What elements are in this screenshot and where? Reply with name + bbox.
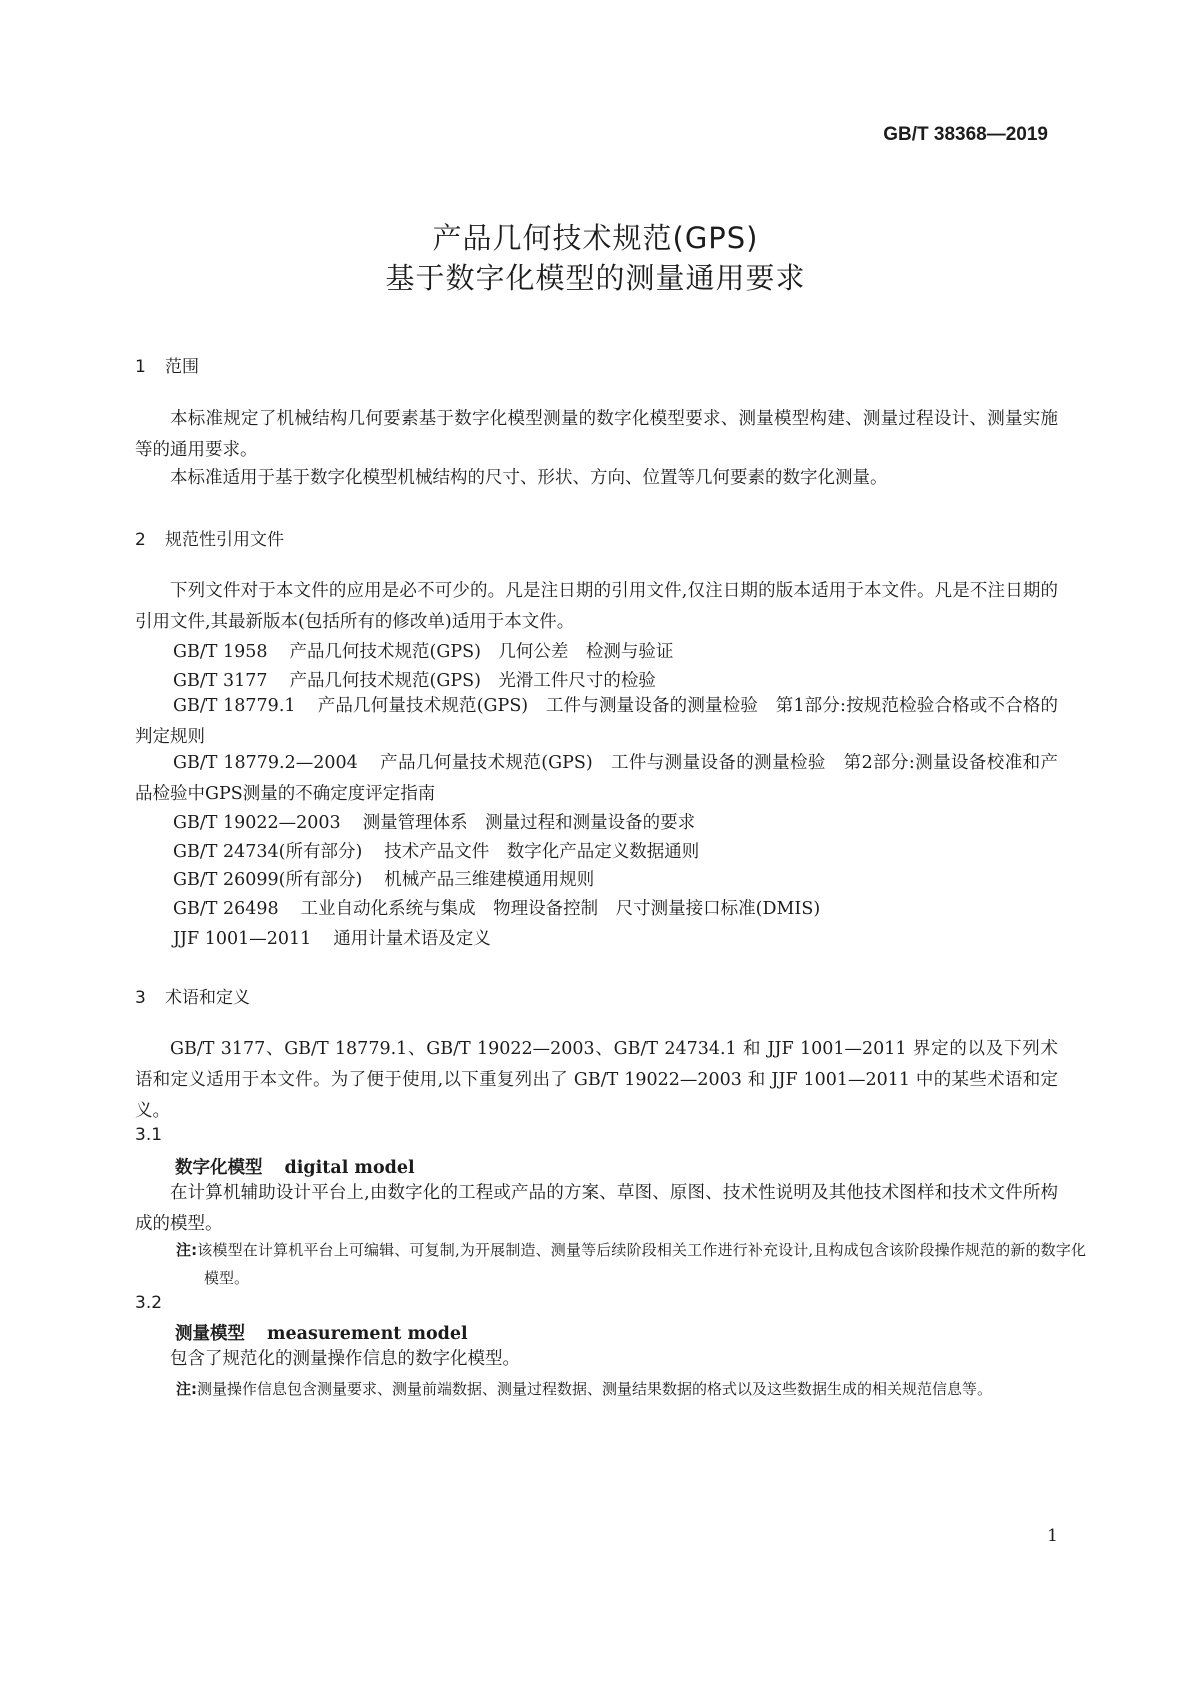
reference-title: 产品几何技术规范(GPS) 几何公差 检测与验证 bbox=[289, 642, 674, 662]
term-entry bbox=[175, 1154, 415, 1179]
note-text: 测量操作信息包含测量要求、测量前端数据、测量过程数据、测量结果数据的格式以及这些数据生成的相关规范信息等。 bbox=[197, 1380, 993, 1398]
term-definition: 包含了规范化的测量操作信息的数字化模型。 bbox=[170, 1349, 520, 1369]
reference-item bbox=[173, 895, 820, 920]
reference-code: GB/T 18779.2—2004 bbox=[173, 753, 358, 773]
section-2-heading bbox=[135, 525, 284, 550]
section-title: 术语和定义 bbox=[165, 988, 250, 1008]
section-number: 2 bbox=[135, 530, 146, 550]
note-label: 注: bbox=[176, 1380, 197, 1398]
reference-code: JJF 1001—2011 bbox=[173, 929, 312, 949]
term-chinese: 测量模型 bbox=[175, 1324, 245, 1344]
title-line-2: 基于数字化模型的测量通用要求 bbox=[385, 261, 806, 295]
term-note bbox=[176, 1375, 1086, 1403]
reference-title: 产品几何量技术规范(GPS) 工件与测量设备的测量检验 第2部分:测量设备校准和产品检验中GPS测量的不确定度评定指南 bbox=[135, 753, 1058, 804]
section-number: 3 bbox=[135, 988, 146, 1008]
scope-paragraph-1: 本标准规定了机械结构几何要素基于数字化模型测量的数字化模型要求、测量模型构建、测量过程设计、测量实施等的通用要求。 bbox=[135, 409, 1058, 460]
reference-code: GB/T 1958 bbox=[173, 642, 268, 662]
standard-code: GB/T 38368—2019 bbox=[883, 124, 1048, 145]
page-number: 1 bbox=[1047, 1526, 1058, 1546]
reference-item bbox=[173, 667, 656, 692]
references-intro: 下列文件对于本文件的应用是必不可少的。凡是注日期的引用文件,仅注日期的版本适用于本文件。凡是不注日期的引用文件,其最新版本(包括所有的修改单)适用于本文件。 bbox=[135, 581, 1058, 632]
section-1-heading bbox=[135, 352, 199, 377]
reference-code: GB/T 24734(所有部分) bbox=[173, 842, 363, 862]
term-english: digital model bbox=[284, 1158, 415, 1178]
reference-title: 通用计量术语及定义 bbox=[333, 929, 491, 949]
term-number: 3.2 bbox=[135, 1293, 163, 1313]
reference-title: 技术产品文件 数字化产品定义数据通则 bbox=[384, 842, 700, 862]
term-definition: 在计算机辅助设计平台上,由数字化的工程或产品的方案、草图、原图、技术性说明及其他技术图样和技术文件所构成的模型。 bbox=[135, 1183, 1058, 1234]
terms-intro: GB/T 3177、GB/T 18779.1、GB/T 19022—2003、GB/T 24734.1 和 JJF 1001—2011 界定的以及下列术语和定义适用于本文件。为了便于使用,以下重复列出了 GB/T 19022—2003 和 JJF 1001—2011 中的某些术语和定义。 bbox=[135, 1039, 1058, 1121]
reference-item bbox=[173, 866, 594, 891]
reference-item bbox=[173, 638, 673, 663]
title-line-1: 产品几何技术规范(GPS) bbox=[432, 221, 759, 255]
section-number: 1 bbox=[135, 357, 146, 377]
reference-item bbox=[173, 925, 491, 950]
section-title: 范围 bbox=[165, 357, 199, 377]
reference-code: GB/T 26498 bbox=[173, 899, 279, 919]
reference-code: GB/T 18779.1 bbox=[173, 696, 296, 716]
reference-title: 工业自动化系统与集成 物理设备控制 尺寸测量接口标准(DMIS) bbox=[300, 899, 821, 919]
term-note bbox=[176, 1236, 1086, 1292]
note-text: 该模型在计算机平台上可编辑、可复制,为开展制造、测量等后续阶段相关工作进行补充设计,且构成包含该阶段操作规范的新的数字化模型。 bbox=[197, 1241, 1086, 1287]
section-title: 规范性引用文件 bbox=[165, 530, 284, 550]
section-3-heading bbox=[135, 983, 250, 1008]
term-entry bbox=[175, 1320, 468, 1345]
term-english: measurement model bbox=[267, 1324, 468, 1344]
reference-title: 机械产品三维建模通用规则 bbox=[384, 870, 595, 890]
reference-code: GB/T 3177 bbox=[173, 671, 268, 691]
reference-item bbox=[135, 748, 1058, 810]
reference-code: GB/T 19022—2003 bbox=[173, 813, 341, 833]
reference-title: 产品几何技术规范(GPS) 光滑工件尺寸的检验 bbox=[289, 671, 656, 691]
reference-code: GB/T 26099(所有部分) bbox=[173, 870, 363, 890]
note-label: 注: bbox=[176, 1241, 198, 1259]
term-chinese: 数字化模型 bbox=[175, 1158, 263, 1178]
scope-paragraph-2: 本标准适用于基于数字化模型机械结构的尺寸、形状、方向、位置等几何要素的数字化测量。 bbox=[170, 468, 888, 488]
reference-item bbox=[135, 691, 1058, 753]
reference-title: 产品几何量技术规范(GPS) 工件与测量设备的测量检验 第1部分:按规范检验合格或不合格的判定规则 bbox=[135, 696, 1058, 747]
term-number: 3.1 bbox=[135, 1125, 163, 1145]
reference-item bbox=[173, 838, 699, 863]
reference-title: 测量管理体系 测量过程和测量设备的要求 bbox=[362, 813, 696, 833]
reference-item bbox=[173, 809, 695, 834]
